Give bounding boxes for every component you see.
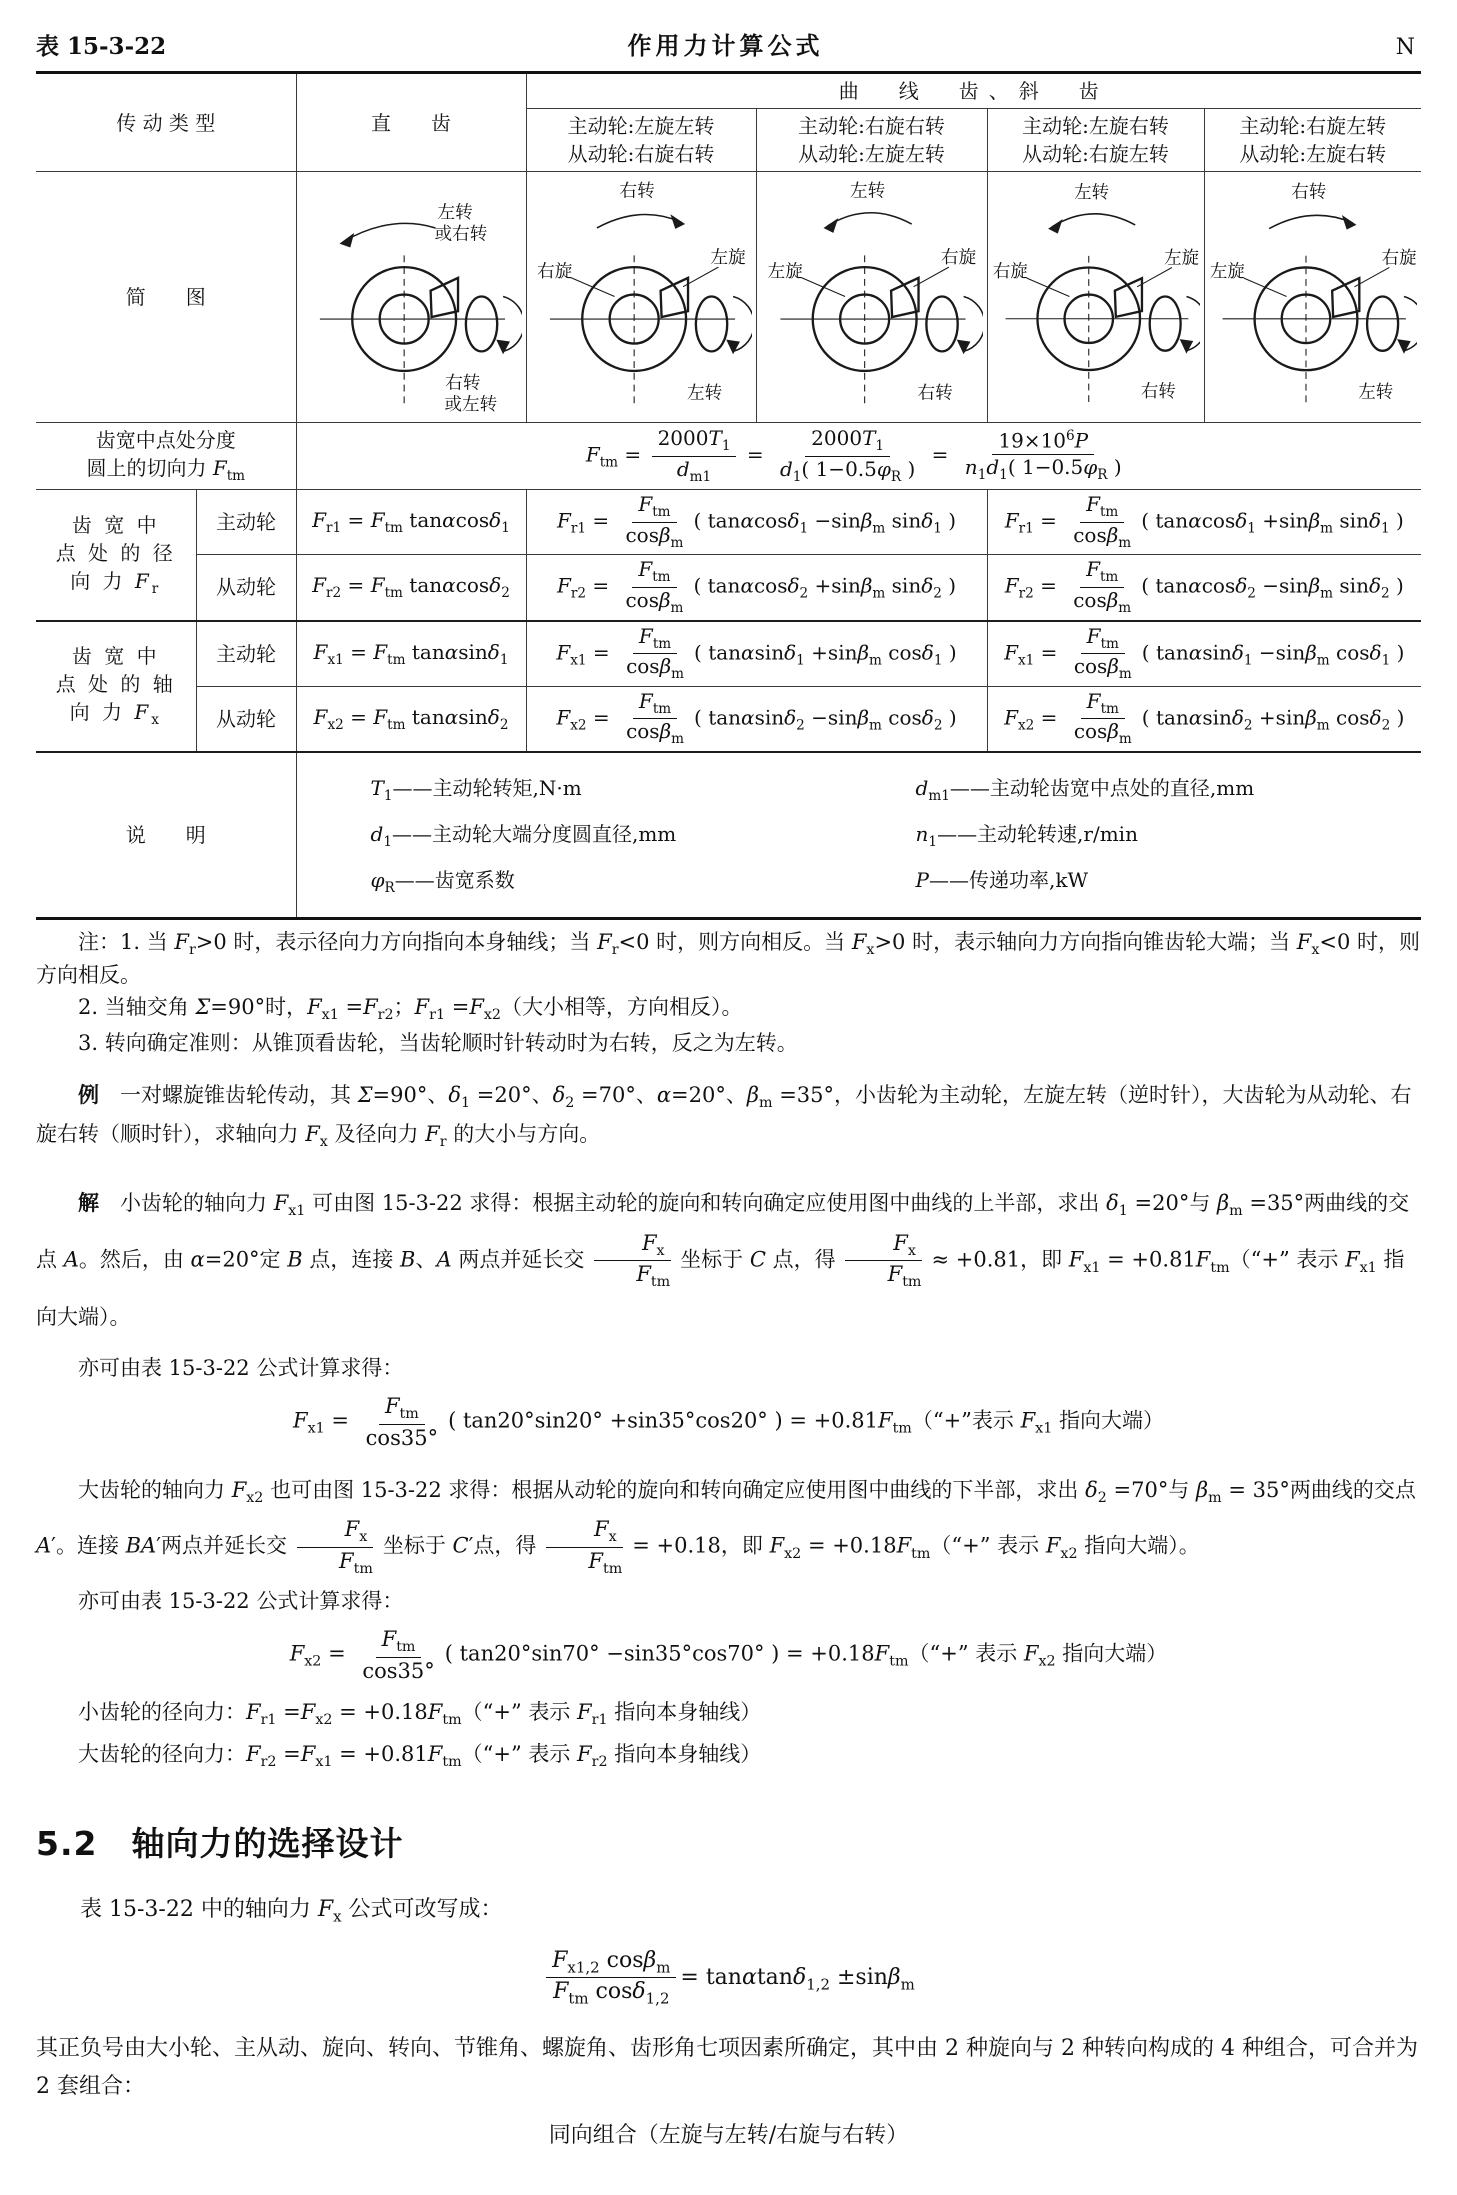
bottom-rotation-label-2: 或左转 [443,395,497,416]
left-spiral-label: 右旋 [536,261,572,282]
bottom-rotation-label: 左转 [1357,382,1393,403]
radial-force-driver-row [36,490,1421,555]
sign-factors-paragraph: 其正负号由大小轮、主从动、旋向、转向、节锥角、螺旋角、齿形角七项因素所确定，其中由 2 种旋向与 2 种转向构成的 4 种组合，可合并为 2 套组合： [36,2035,1418,2100]
bevel-gear-schematic [1209,177,1418,417]
top-rotation-label: 左转 [849,181,885,202]
left-label-leader-line [801,278,844,297]
combo-driven-line: 从动轮:右旋右转 [567,142,715,166]
right-spiral-label: 右旋 [1381,248,1417,269]
section-title: 轴向力的选择设计 [131,1824,404,1864]
top-rotation-arrowhead [1048,219,1063,234]
definitions-right-column [916,766,1418,904]
radial-force-small-gear-line: 小齿轮的径向力：$F_{r1} =F_{x2}$ = $+0.18F_{tm}(“+$” 表示 $F_{r1}$ 指向本身轴线） [78,1699,762,1728]
left-label-leader-line [571,278,614,297]
axial-driven-straight-formula: $F_{x2} = F_{tm}$ tanαsinδ$_2$ [296,686,526,752]
top-rotation-label: 右转 [618,181,655,202]
bevel-pinion-shape [430,278,457,317]
radial-driver-straight-formula: $F_{r1} = F_{tm}$ tanαcosδ$_1$ [296,490,526,555]
gear-diagram-combo-4 [1204,172,1421,423]
radial-force-large-gear-line: 大齿轮的径向力：$F_{r2} =F_{x1}$ = $+0.81F_{tm}(“+$” 表示 $F_{r2}$ 指向本身轴线） [78,1742,762,1771]
top-rotation-label-2: 或右转 [434,224,487,245]
combo-driven-line: 从动轮:右旋左转 [1022,142,1169,166]
bevel-pinion-shape [1114,278,1141,317]
document-header [36,26,1421,61]
definition-item: $\varphi_R——$齿宽系数 [370,867,515,896]
top-rotation-arrowhead [670,214,685,229]
section-intro: 表 15-3-22 中的轴向力 $F_x$ 公式可改写成： [80,1897,503,1926]
tangential-force-label: 齿宽中点处分度 圆上的切向力 $F_{tm}$ [36,423,296,490]
gear-diagram-combo-2 [756,172,987,423]
section-heading [36,1818,1421,1865]
axial-driver-curved-formula-a: $F_{x1}$ = $F_{tm}$ cosβ$_m$ ( tanαsinδ$_1$ +sinβ$_m$ cosδ$_1$ ) [526,621,987,687]
page-corner-letter: N [1395,35,1415,60]
equation-fx2: $F_{x2}$ = $F_{tm}$ cos35° ( tan20°sin70° −sin35°cos70° ) = $+0.18F_{tm}(“+$” 表示 $F_{x2}$ 指向大端） [289,1627,1168,1683]
side-rotation-arrowhead [1397,339,1411,354]
left-label-leader-line [1243,278,1286,296]
force-formula-table [36,71,1421,920]
top-rotation-arrow [596,215,680,228]
bottom-rotation-label: 右转 [1140,382,1176,403]
axial-force-driver-row [36,621,1421,687]
left-spiral-label: 左旋 [1209,262,1245,283]
symbol-definitions [301,756,1418,914]
driven-wheel-label: 从动轮 [196,555,296,621]
bottom-rotation-label: 右转 [444,373,481,394]
bevel-pinion-shape [660,278,687,317]
bevel-gear-schematic [531,177,752,417]
header-combo-1 [526,109,756,172]
definitions-left-column [371,766,916,904]
bevel-gear-schematic [761,177,983,417]
radial-driver-curved-formula-b: $F_{r1}$ = $F_{tm}$ cosβ$_m$ ( tanαcosδ$_1$ +sinβ$_m$ sinδ$_1$ ) [987,490,1421,555]
definition-item: P——传递功率,kW [915,867,1089,892]
header-transmission-type: 传 动 类 型 [36,73,296,172]
combo-driver-line: 主动轮:左旋右转 [1022,114,1169,138]
side-rotation-arrowhead [726,340,740,355]
mating-gear-ellipse [926,297,957,352]
mating-gear-ellipse [465,297,496,352]
combo-driven-line: 从动轮:左旋右转 [1239,142,1387,166]
axial-driver-straight-formula: $F_{x1} = F_{tm}$ tanαsinδ$_1$ [296,621,526,687]
diagram-row-label: 简 图 [36,172,296,423]
solution-paragraph-1: 解 小齿轮的轴向力 $F_{x1}$ 可由图 15-3-22 求得：根据主动轮的旋向和转向确定应使用图中曲线的上半部，求出 $\delta_1 =20^\circ$与 $\beta_m =35^\circ$两曲线的交点 A。然后，由 α=20°定 B 点，连接 B、A 两点并延长交 $F_x$ $F_{tm}$ 坐标于 C 点，得 $F_x$ $F_{tm}$ ≈ +0.81，即 $F_{x1}$ = $+0.81F_{tm}(“+$” 表示 $F_{x1}$ 指向大端）。 [36,1190,1410,1329]
gear-diagram-combo-3 [987,172,1204,423]
legend-content [296,752,1421,918]
left-spiral-label: 左旋 [767,261,803,282]
side-rotation-arrowhead [496,340,510,355]
legend-row [36,752,1421,918]
axial-driven-curved-formula-a: $F_{x2}$ = $F_{tm}$ cosβ$_m$ ( tanαsinδ$_2$ −sinβ$_m$ cosδ$_2$ ) [526,686,987,752]
left-spiral-label: 右旋 [992,262,1028,283]
header-combo-3 [987,109,1204,172]
mating-gear-ellipse [695,297,726,352]
top-rotation-label: 左转 [436,203,473,224]
right-spiral-label: 右旋 [940,248,976,269]
header-combo-2 [756,109,987,172]
radial-force-driven-row [36,555,1421,621]
rewritten-axial-formula: $F_{x1,2}$ cosβ$_m$ $F_{tm}$ cosδ$_{1,2}$ = tanαtanδ$_{1,2}$ ±sinβ$_m$ [36,1948,1421,2008]
gear-diagram-combo-1 [526,172,756,423]
side-rotation-arrowhead [1179,339,1193,354]
definition-item: $d_{m1}——$主动轮齿宽中点处的直径,mm [915,776,1255,805]
axial-force-label: 齿 宽 中 点 处 的 轴 向 力 $F_x$ [36,621,196,753]
axial-force-driven-row [36,686,1421,752]
definition-item: $T_1——$主动轮转矩,N·m [370,776,582,805]
axial-driver-curved-formula-b: $F_{x1}$ = $F_{tm}$ cosβ$_m$ ( tanαsinδ$_1$ −sinβ$_m$ cosδ$_1$ ) [987,621,1421,687]
header-straight-teeth: 直 齿 [296,73,526,172]
radial-force-label: 齿 宽 中 点 处 的 径 向 力 $F_r$ [36,490,196,621]
header-curved-teeth-group: 曲 线 齿、斜 齿 [526,73,1421,109]
top-rotation-label: 左转 [1073,182,1109,203]
bottom-rotation-label: 右转 [917,383,953,404]
legend-label: 说 明 [36,752,296,918]
axial-driven-curved-formula-b: $F_{x2}$ = $F_{tm}$ cosβ$_m$ ( tanαsinδ$_2$ +sinβ$_m$ cosδ$_2$ ) [987,686,1421,752]
table-number: 表 15-3-22 [36,33,167,60]
equation-fx1: $F_{x1}$ = $F_{tm}$ cos35° ( tan20°sin20° +sin35°cos20° ) = $+0.81F_{tm}(“+$”表示 $F_{x1}$ 指向大端） [293,1394,1164,1450]
driver-wheel-label: 主动轮 [196,490,296,555]
gear-diagram-straight [296,172,526,423]
radial-driven-curved-formula-b: $F_{r2}$ = $F_{tm}$ cosβ$_m$ ( tanαcosδ$_2$ −sinβ$_m$ sinδ$_2$ ) [987,555,1421,621]
driver-wheel-label: 主动轮 [196,621,296,687]
mating-gear-ellipse [1149,297,1180,351]
combo-driver-line: 主动轮:右旋左转 [1239,114,1387,138]
side-rotation-arrowhead [956,340,970,355]
bevel-gear-schematic [301,177,522,417]
top-rotation-arrow [343,223,435,241]
top-rotation-arrowhead [823,218,838,233]
bottom-rotation-label: 左转 [686,383,722,404]
note-1: 注：1. 当 $F_r>0$ 时，表示径向力方向指向本身轴线；当 $F_r<0$ 时，则方向相反。当 $F_x>0$ 时，表示轴向力方向指向锥齿轮大端；当 $F_x<0$ 时，则方向相反。 [36,929,1421,987]
radial-driven-curved-formula-a: $F_{r2}$ = $F_{tm}$ cosβ$_m$ ( tanαcosδ$_2$ +sinβ$_m$ sinδ$_2$ ) [526,555,987,621]
right-spiral-label: 左旋 [1163,248,1199,269]
note-3: 3. 转向确定准则：从锥顶看齿轮，当齿轮顺时针转动时为右转，反之为左转。 [78,1031,798,1056]
top-rotation-arrowhead [1341,215,1356,230]
top-rotation-arrow [827,213,911,226]
radial-driver-curved-formula-a: $F_{r1}$ = $F_{tm}$ cosβ$_m$ ( tanαcosδ$_1$ −sinβ$_m$ sinδ$_1$ ) [526,490,987,555]
table-header-row-1 [36,73,1421,109]
top-rotation-arrow [1051,214,1134,227]
top-rotation-arrow [1269,215,1352,228]
combo-driver-line: 主动轮:右旋右转 [798,114,945,138]
page-title: 作用力计算公式 [627,31,824,60]
section-number: 5.2 [36,1824,98,1864]
solution-paragraph-2: 大齿轮的轴向力 $F_{x2}$ 也可由图 15-3-22 求得：根据从动轮的旋向和转向确定应使用图中曲线的下半部，求出 $\delta_2 =70^\circ$与 $\beta_m = 35^\circ$两曲线的交点 A′。连接 BA′两点并延长交 $F_x$ $F_{tm}$ 坐标于 C′点，得 $F_x$ $F_{tm}$ = +0.18，即 $F_{x2}$ = $+0.18F_{tm}(“+$” 表示 $F_{x2}$ 指向大端）。 [36,1477,1416,1578]
bevel-gear-schematic [992,177,1200,417]
mating-gear-ellipse [1367,297,1398,351]
example-paragraph: 例 一对螺旋锥齿轮传动，其 Σ=90°、$\delta_1 =20^\circ$、$\delta_2 =70^\circ$、α=20°、$\beta_m =35^\circ$，小齿轮为主动轮，左旋左转（逆时针），大齿轮为从动轮、右旋右转（顺时针），求轴向力 $F_x$ 及径向力 $F_r$ 的大小与方向。 [36,1081,1412,1151]
header-combo-4 [1204,109,1421,172]
radial-driven-straight-formula: $F_{r2} = F_{tm}$ tanαcosδ$_2$ [296,555,526,621]
note-2: 2. 当轴交角 Σ=90°时，$F_{x1} =F_{r2}$；$F_{r1} =F_{x2}$（大小相等，方向相反）。 [78,995,743,1024]
same-direction-combo-line: 同向组合（左旋与左转/右旋与右转） [548,2122,909,2148]
also-computed-lead-1: 亦可由表 15-3-22 公式计算求得： [78,1355,404,1380]
definition-item: $d_1——$主动轮大端分度圆直径,mm [370,821,677,850]
tangential-force-row [36,423,1421,490]
also-computed-lead-2: 亦可由表 15-3-22 公式计算求得： [78,1588,404,1613]
right-spiral-label: 左旋 [710,248,746,269]
left-label-leader-line [1026,278,1069,296]
diagram-row [36,172,1421,423]
combo-driver-line: 主动轮:左旋左转 [567,114,715,138]
top-rotation-arrowhead [339,233,354,248]
bevel-pinion-shape [891,278,918,317]
top-rotation-label: 右转 [1290,182,1326,203]
driven-wheel-label: 从动轮 [196,686,296,752]
definition-item: $n_1——$主动轮转速,r/min [915,821,1138,850]
tangential-force-formula: $F_{tm}$ = $\frac{2000T_1}{d_{m1}}$ = $\frac{2000T_1}{d_1( 1-0.5\varphi_R )}$ = $\frac{19\times 10^6P}{n_1d_1( 1-0.5\varphi_R )}$ [296,423,1421,490]
combo-driven-line: 从动轮:左旋左转 [798,142,945,166]
table-notes [36,928,1421,1059]
bevel-pinion-shape [1332,278,1359,317]
